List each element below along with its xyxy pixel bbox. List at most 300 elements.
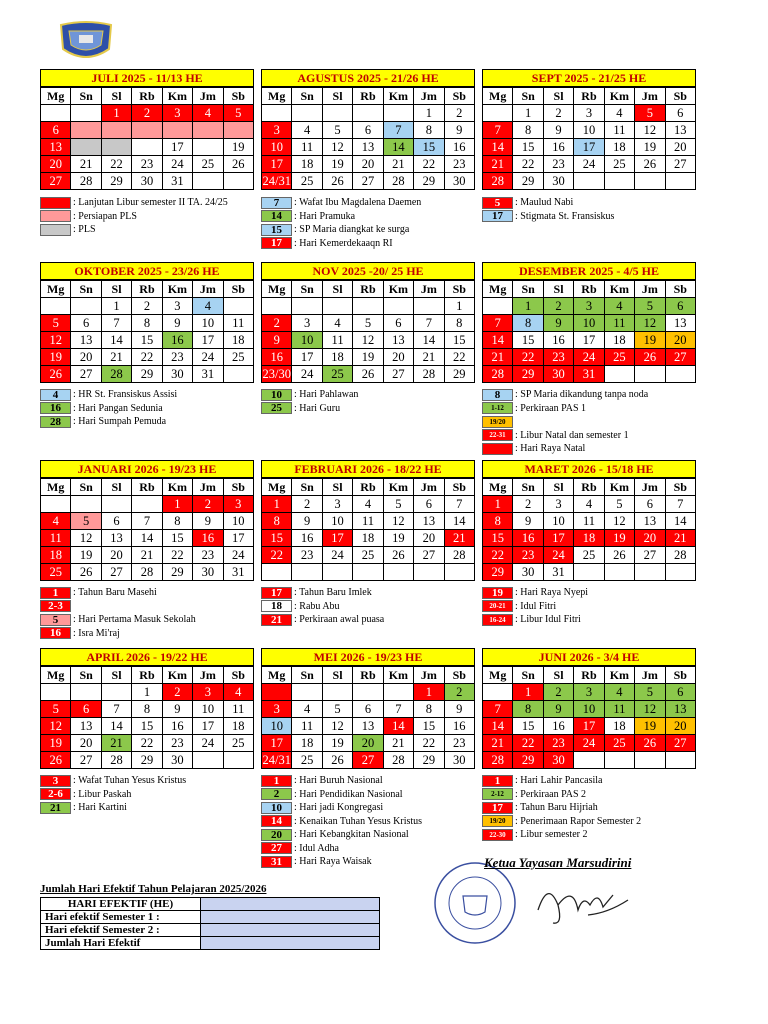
day-cell: 12 [41, 718, 71, 735]
legend-item [40, 627, 254, 641]
day-cell: 23/30 [262, 366, 291, 381]
day-cell: 9 [444, 122, 474, 139]
day-cell: 12 [383, 513, 413, 530]
legend-item [261, 223, 475, 237]
day-header: Sl [322, 479, 352, 496]
legend-text: : Wafat Tuhan Yesus Kristus [73, 775, 187, 787]
day-cell: 1 [513, 105, 543, 122]
day-header: Rb [574, 667, 604, 684]
month-oct [40, 262, 254, 383]
day-cell: 9 [543, 315, 573, 332]
day-cell: 8 [414, 122, 444, 139]
legend-block [40, 586, 254, 640]
legend-text: : Libur semester 2 [515, 829, 588, 841]
day-header: Km [383, 88, 413, 105]
day-cell: 6 [383, 315, 413, 332]
day-cell: 1 [101, 105, 131, 122]
day-cell: 13 [353, 139, 383, 156]
day-cell: 6 [71, 701, 101, 718]
day-cell: 26 [353, 366, 383, 383]
day-cell [71, 105, 101, 122]
legend-text: : Libur Idul Fitri [515, 614, 581, 626]
day-cell: 16 [513, 530, 543, 547]
day-cell: 14 [444, 513, 474, 530]
month-apr [40, 648, 254, 769]
day-header: Mg [483, 479, 513, 496]
day-cell: 15 [483, 530, 513, 547]
day-cell: 27 [71, 366, 101, 383]
month-title: NOV 2025 -20/ 25 HE [261, 262, 475, 280]
day-cell: 28 [101, 366, 131, 383]
legend-swatch: 1 [482, 775, 513, 787]
day-cell: 29 [513, 752, 543, 769]
day-header: Sn [513, 667, 543, 684]
day-cell: 29 [444, 366, 474, 383]
legend-swatch: 17 [261, 237, 292, 249]
legend-item [261, 815, 475, 829]
legend-swatch: 31 [261, 856, 292, 868]
day-cell: 3 [543, 496, 573, 513]
day-cell [223, 752, 253, 769]
legend-text: : Perkiraan PAS 2 [515, 788, 587, 800]
day-cell: 16 [543, 718, 573, 735]
legend-swatch: 17 [482, 210, 513, 222]
day-cell: 12 [71, 530, 101, 547]
day-cell: 12 [353, 332, 383, 349]
day-header: Rb [132, 281, 162, 298]
day-cell: 24 [162, 156, 192, 173]
legend-item [40, 223, 254, 237]
day-cell: 30 [444, 752, 474, 769]
day-cell: 22 [162, 547, 192, 564]
day-cell: 10 [193, 315, 223, 332]
day-cell [635, 366, 665, 383]
day-cell: 18 [574, 530, 604, 547]
legend-item [261, 613, 475, 627]
legend-text: : Hari Pertama Masuk Sekolah [73, 614, 196, 626]
day-cell: 29 [162, 564, 192, 581]
day-cell: 14 [383, 718, 413, 735]
day-cell: 13 [101, 530, 131, 547]
day-cell: 15 [162, 530, 192, 547]
day-cell: 5 [322, 701, 352, 718]
day-cell: 25 [223, 349, 253, 366]
legend-block [40, 196, 254, 237]
day-cell: 30 [193, 564, 223, 581]
day-cell: 17 [574, 332, 604, 349]
day-cell: 7 [101, 315, 131, 332]
day-cell: 16 [444, 718, 474, 735]
day-cell: 3 [262, 701, 292, 718]
legend-item [482, 442, 696, 456]
day-cell: 3 [193, 684, 223, 701]
day-cell: 23 [193, 547, 223, 564]
day-cell: 2 [132, 298, 162, 315]
day-cell [193, 139, 223, 156]
day-cell: 12 [635, 701, 665, 718]
day-header: Mg [262, 281, 292, 298]
day-cell: 28 [383, 173, 413, 190]
day-cell: 10 [193, 701, 223, 718]
legend-item [40, 774, 254, 788]
day-cell: 18 [604, 332, 634, 349]
legend-text: : Hari Guru [294, 402, 341, 414]
day-header: Rb [353, 667, 383, 684]
legend-swatch: 1 [40, 587, 71, 599]
day-cell: 26 [41, 366, 71, 383]
day-cell: 5 [223, 105, 253, 122]
legend-text: : Hari Pendidikan Nasional [294, 788, 403, 800]
day-cell: 14 [132, 530, 162, 547]
legend-swatch: 16 [40, 402, 71, 414]
day-header: Sb [444, 88, 474, 105]
month-sep [482, 69, 696, 190]
day-cell: 24 [292, 366, 322, 383]
day-cell: 26 [635, 735, 665, 752]
foundation-stamp [430, 858, 520, 948]
legend-item [40, 210, 254, 224]
legend-text: : Penerimaan Rapor Semester 2 [515, 815, 642, 827]
day-cell: 20 [101, 547, 131, 564]
day-cell [71, 496, 101, 513]
legend-block [261, 388, 475, 415]
day-cell: 27 [665, 349, 695, 366]
day-cell [132, 139, 162, 156]
month-title: SEPT 2025 - 21/25 HE [482, 69, 696, 87]
day-cell: 3 [574, 684, 604, 701]
day-cell [193, 752, 223, 769]
legend-swatch: 28 [40, 416, 71, 428]
day-cell [414, 298, 444, 315]
day-cell: 8 [513, 315, 543, 332]
day-cell: 12 [635, 315, 665, 332]
legend-swatch: 17 [482, 802, 513, 814]
day-cell: 13 [383, 332, 413, 349]
day-cell: 22 [414, 735, 444, 752]
day-header: Mg [262, 88, 292, 105]
day-header: Sl [101, 479, 131, 496]
day-cell: 11 [604, 701, 634, 718]
day-cell: 26 [635, 349, 665, 366]
month-title: APRIL 2026 - 19/22 HE [40, 648, 254, 666]
day-header: Sl [101, 88, 131, 105]
day-cell: 9 [292, 513, 322, 530]
month-title: OKTOBER 2025 - 23/26 HE [40, 262, 254, 280]
day-cell: 26 [322, 173, 352, 190]
day-cell: 9 [543, 701, 573, 718]
legend-item [261, 842, 475, 856]
legend-swatch: 16 [40, 627, 71, 639]
day-cell: 14 [101, 332, 131, 349]
day-cell: 11 [604, 122, 634, 139]
day-cell [635, 173, 665, 190]
legend-swatch: 21 [40, 802, 71, 814]
day-cell: 6 [665, 298, 695, 315]
legend-item [40, 788, 254, 802]
day-cell: 22 [132, 735, 162, 752]
day-header: Jm [635, 88, 665, 105]
legend-block [40, 388, 254, 429]
day-cell [223, 122, 253, 139]
day-cell [383, 105, 413, 122]
day-header: Km [383, 281, 413, 298]
day-cell: 15 [513, 139, 543, 156]
summary-row: Hari efektif Semester 1 : [41, 911, 201, 924]
day-cell: 26 [41, 752, 71, 769]
legend-text: : Hari jadi Kongregasi [294, 802, 384, 814]
day-cell: 12 [604, 513, 634, 530]
legend-item [261, 210, 475, 224]
day-header: Jm [414, 667, 444, 684]
summary-row: Hari efektif Semester 2 : [41, 924, 201, 937]
legend-text: : Hari Kebangkitan Nasional [294, 829, 409, 841]
day-cell: 21 [101, 735, 131, 752]
day-header: Sn [71, 88, 101, 105]
day-cell: 7 [101, 701, 131, 718]
day-cell: 25 [322, 366, 352, 383]
day-cell: 13 [71, 718, 101, 735]
day-cell: 19 [635, 718, 665, 735]
day-cell: 18 [41, 547, 71, 564]
day-cell [353, 564, 383, 581]
summary-header: HARI EFEKTIF (HE) [41, 898, 201, 911]
legend-text: : Hari Raya Natal [515, 443, 586, 455]
day-cell: 24 [574, 349, 604, 366]
day-cell: 11 [292, 139, 322, 156]
day-header: Mg [483, 281, 513, 298]
day-header: Rb [353, 281, 383, 298]
day-header: Jm [193, 281, 223, 298]
legend-item [261, 402, 475, 416]
day-cell: 13 [414, 513, 444, 530]
day-cell: 13 [635, 513, 665, 530]
day-cell: 1 [513, 298, 543, 315]
day-cell: 25 [41, 564, 71, 581]
legend-item [40, 586, 254, 600]
day-header: Sn [71, 667, 101, 684]
day-cell: 9 [162, 701, 192, 718]
legend-text: : Lanjutan Libur semester II TA. 24/25 [73, 197, 228, 209]
day-cell [262, 684, 292, 701]
day-cell: 15 [513, 718, 543, 735]
day-cell: 27 [101, 564, 131, 581]
day-cell [101, 122, 131, 139]
day-header: Mg [41, 667, 71, 684]
day-cell: 24 [193, 735, 223, 752]
day-cell: 31 [223, 564, 253, 581]
legend-block [482, 586, 696, 627]
day-cell: 3 [162, 105, 192, 122]
day-cell: 19 [635, 139, 665, 156]
day-cell: 8 [444, 315, 474, 332]
legend-item [261, 586, 475, 600]
day-cell: 29 [101, 173, 131, 190]
day-cell [193, 173, 223, 190]
legend-text: : Tahun Baru Masehi [73, 587, 157, 599]
day-cell: 13 [665, 701, 695, 718]
day-cell: 7 [414, 315, 444, 332]
day-cell [322, 564, 352, 581]
day-cell: 20 [665, 139, 695, 156]
day-header: Rb [574, 88, 604, 105]
legend-block [482, 774, 696, 842]
legend-item [261, 774, 475, 788]
legend-swatch: 16-24 [482, 614, 513, 626]
day-cell: 10 [574, 122, 604, 139]
day-cell: 7 [383, 122, 413, 139]
school-logo [57, 19, 115, 63]
day-cell: 21 [71, 156, 101, 173]
legend-item [261, 237, 475, 251]
day-cell: 18 [604, 139, 634, 156]
day-cell: 23 [543, 156, 573, 173]
day-cell [604, 366, 634, 383]
day-cell: 12 [41, 332, 71, 349]
legend-swatch: 3 [40, 775, 71, 787]
day-cell: 24/31 [262, 752, 291, 767]
day-cell: 20 [353, 156, 383, 173]
day-header: Jm [414, 281, 444, 298]
legend-swatch: 5 [482, 197, 513, 209]
day-cell: 19 [353, 349, 383, 366]
day-cell: 20 [71, 735, 101, 752]
day-header: Sl [543, 667, 573, 684]
day-cell: 27 [41, 173, 71, 190]
day-cell: 3 [262, 122, 292, 139]
legend-item [261, 788, 475, 802]
legend-item [261, 388, 475, 402]
day-header: Sl [101, 667, 131, 684]
legend-item [482, 801, 696, 815]
legend-text: : Wafat Ibu Magdalena Daemen [294, 197, 422, 209]
day-cell: 29 [414, 752, 444, 769]
legend-item [482, 402, 696, 416]
day-cell: 17 [574, 139, 604, 156]
day-header: Sn [292, 88, 322, 105]
day-cell: 15 [414, 139, 444, 156]
legend-text: : Hari Buruh Nasional [294, 775, 383, 787]
legend-swatch: 4 [40, 389, 71, 401]
day-cell: 20 [635, 530, 665, 547]
day-cell: 21 [132, 547, 162, 564]
day-header: Rb [132, 667, 162, 684]
day-header: Rb [353, 479, 383, 496]
day-cell: 24 [322, 547, 352, 564]
legend-swatch: 17 [261, 587, 292, 599]
day-cell: 26 [604, 547, 634, 564]
day-cell: 1 [262, 496, 292, 513]
day-cell: 20 [353, 735, 383, 752]
day-cell: 29 [414, 173, 444, 190]
summary-title: Jumlah Hari Efektif Tahun Pelajaran 2025/2026 [40, 883, 267, 895]
day-cell: 17 [162, 139, 192, 156]
day-cell: 29 [132, 752, 162, 769]
day-cell [41, 298, 71, 315]
day-cell: 23 [543, 349, 573, 366]
legend-text: : Hari Raya Nyepi [515, 587, 589, 599]
legend-swatch: 10 [261, 802, 292, 814]
day-cell: 19 [635, 332, 665, 349]
day-cell: 4 [604, 684, 634, 701]
day-header: Sl [322, 281, 352, 298]
day-cell: 28 [101, 752, 131, 769]
day-cell: 15 [132, 332, 162, 349]
day-cell: 27 [665, 735, 695, 752]
day-cell: 6 [353, 701, 383, 718]
legend-block [482, 388, 696, 456]
day-cell: 22 [513, 349, 543, 366]
day-cell: 28 [71, 173, 101, 190]
day-cell: 29 [513, 366, 543, 383]
legend-swatch: 5 [40, 614, 71, 626]
day-header: Km [162, 281, 192, 298]
day-header: Sn [513, 281, 543, 298]
day-cell: 1 [162, 496, 192, 513]
day-cell: 7 [483, 315, 513, 332]
day-cell: 5 [41, 315, 71, 332]
day-cell: 30 [543, 366, 573, 383]
day-cell [41, 105, 71, 122]
day-cell: 2 [513, 496, 543, 513]
day-cell: 28 [483, 173, 513, 190]
legend-swatch: 19 [482, 587, 513, 599]
day-cell: 18 [223, 718, 253, 735]
day-cell: 7 [444, 496, 474, 513]
day-cell: 27 [383, 366, 413, 383]
day-cell: 4 [574, 496, 604, 513]
day-cell [665, 366, 695, 383]
day-cell: 2 [262, 315, 292, 332]
day-cell: 11 [41, 530, 71, 547]
day-cell: 19 [604, 530, 634, 547]
day-cell [262, 105, 292, 122]
month-title: DESEMBER 2025 - 4/5 HE [482, 262, 696, 280]
day-cell: 31 [162, 173, 192, 190]
day-cell: 10 [574, 315, 604, 332]
day-cell [262, 298, 292, 315]
day-cell: 13 [71, 332, 101, 349]
day-cell: 21 [483, 349, 513, 366]
day-cell [322, 298, 352, 315]
legend-item [482, 828, 696, 842]
day-header: Sb [444, 281, 474, 298]
day-cell: 13 [665, 122, 695, 139]
day-cell: 7 [665, 496, 695, 513]
legend-swatch [40, 224, 71, 236]
legend-item [40, 415, 254, 429]
day-cell: 27 [353, 173, 383, 190]
day-cell: 11 [223, 701, 253, 718]
legend-swatch: 19/20 [482, 815, 513, 827]
legend-text: : Hari Lahir Pancasila [515, 775, 603, 787]
day-cell: 18 [322, 349, 352, 366]
day-cell: 19 [41, 735, 71, 752]
day-cell: 5 [41, 701, 71, 718]
day-cell: 12 [322, 718, 352, 735]
legend-swatch: 14 [261, 210, 292, 222]
day-cell: 9 [193, 513, 223, 530]
day-cell: 17 [543, 530, 573, 547]
handwritten-signature [528, 875, 638, 935]
day-cell: 2 [193, 496, 223, 513]
day-cell [353, 298, 383, 315]
day-cell: 3 [574, 105, 604, 122]
day-header: Mg [483, 667, 513, 684]
day-cell: 11 [574, 513, 604, 530]
day-cell [322, 105, 352, 122]
day-cell: 24 [193, 349, 223, 366]
day-cell: 2 [444, 105, 474, 122]
